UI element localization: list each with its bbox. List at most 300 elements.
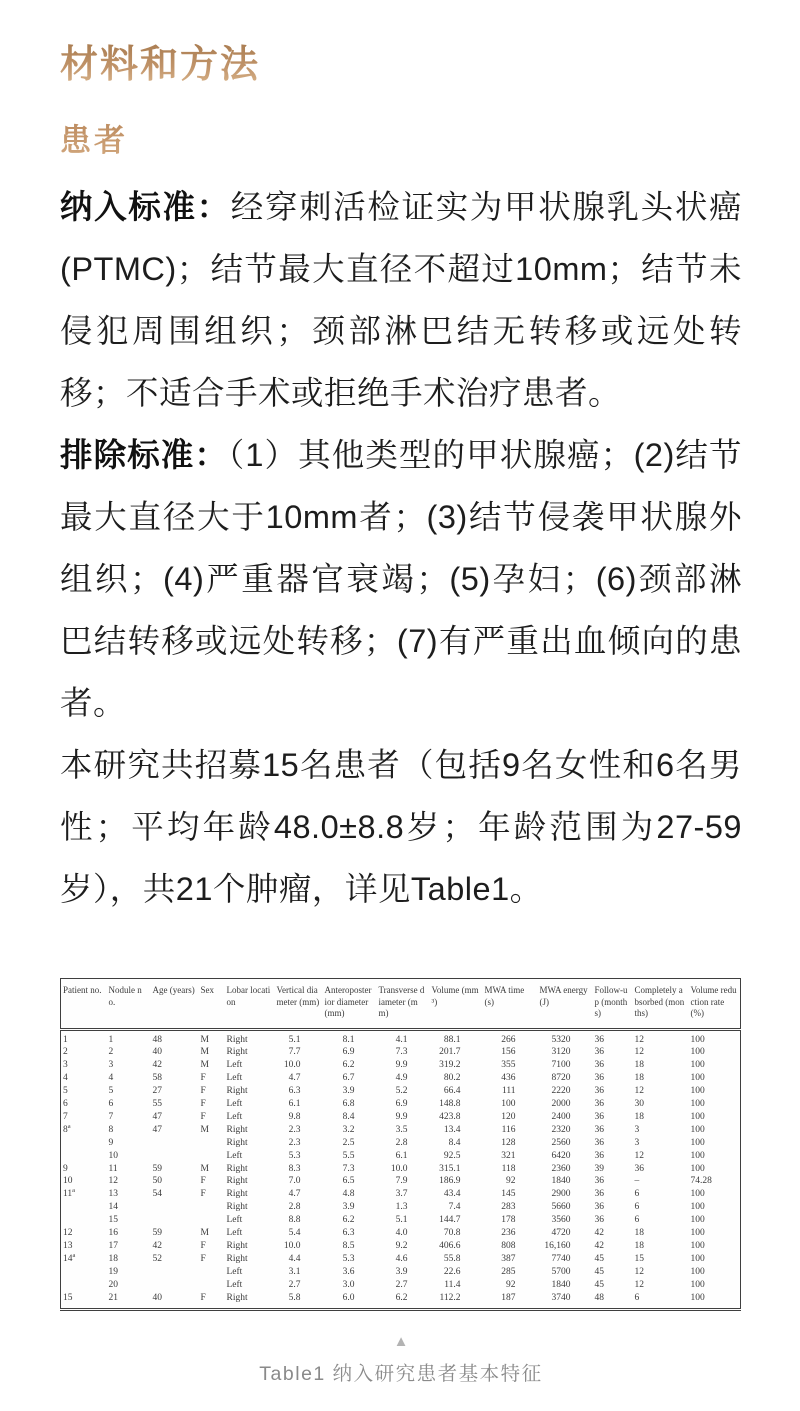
table-cell: 13 — [63, 1241, 73, 1251]
table-cell: 4.7 — [288, 1189, 301, 1200]
table-cell: 42 — [152, 1060, 162, 1071]
table-cell: 100 — [690, 1047, 705, 1058]
table-cell: 156 — [501, 1047, 516, 1058]
table-cell: 6.8 — [342, 1099, 355, 1110]
table-cell: 6.0 — [323, 1292, 377, 1309]
table-cell: 1.3 — [395, 1202, 408, 1213]
column-header: MWA energy (J) — [538, 979, 593, 1030]
table-cell: 2900 — [551, 1189, 571, 1200]
table-cell: Right — [226, 1253, 248, 1264]
table-cell: 36 — [594, 1202, 604, 1213]
table-cell: 4.4 — [288, 1253, 301, 1264]
table-cell: 436 — [501, 1073, 516, 1084]
table-row — [61, 1214, 741, 1227]
table-cell: 13.4 — [443, 1124, 461, 1135]
table-caption: Table1 纳入研究患者基本特征 — [259, 1362, 543, 1385]
table-cell: 2.3 — [288, 1124, 301, 1135]
table-cell: 7.0 — [288, 1176, 301, 1187]
table-cell: 3740 — [538, 1292, 593, 1309]
table-cell: 2320 — [551, 1124, 571, 1135]
table-cell: 6.9 — [395, 1099, 408, 1110]
table-cell: 100 — [690, 1228, 705, 1239]
table-cell: Left — [226, 1099, 243, 1110]
table-cell: 387 — [501, 1253, 516, 1264]
table-cell: 47 — [152, 1124, 162, 1135]
table-cell: 7.4 — [448, 1202, 461, 1213]
table-cell: Right — [226, 1163, 248, 1174]
table-row — [61, 1072, 741, 1085]
table-cell — [199, 1266, 225, 1279]
table-cell: 5.2 — [395, 1086, 408, 1097]
table-cell: 6 — [634, 1215, 640, 1226]
table-cell: 2.3 — [288, 1137, 301, 1148]
table-cell: 36 — [634, 1163, 644, 1174]
table-cell: 100 — [501, 1099, 516, 1110]
table-cell: 52 — [152, 1253, 162, 1264]
table-cell: 36 — [594, 1060, 604, 1071]
table-cell: 4.0 — [395, 1228, 408, 1239]
table-cell: 5.1 — [395, 1215, 408, 1226]
table-cell — [61, 1279, 107, 1292]
column-header: Sex — [199, 979, 225, 1030]
table-cell: 178 — [501, 1215, 516, 1226]
table-cell: 12 — [634, 1034, 644, 1045]
table-cell: 120 — [501, 1111, 516, 1122]
exclusion-criteria-text: （1）其他类型的甲状腺癌；(2)结节最大直径大于10mm者；(3)结节侵袭甲状腺外组织；(4)严重器官衰竭；(5)孕妇；(6)颈部淋巴结转移或远处转移；(7)有严重出血倾向的患者。 — [60, 437, 742, 721]
table-cell: 2.8 — [288, 1202, 301, 1213]
table-cell: 12 — [634, 1279, 644, 1290]
table-cell: Right — [226, 1176, 248, 1187]
table-cell: 9.8 — [288, 1111, 301, 1122]
table-cell: Left — [226, 1215, 243, 1226]
table-cell — [199, 1201, 225, 1214]
table-cell: 8.4 — [342, 1111, 355, 1122]
table-cell: 7100 — [551, 1060, 571, 1071]
table-row — [61, 1227, 741, 1240]
table-row — [61, 1292, 741, 1309]
inclusion-criteria-lead: 纳入标准： — [60, 189, 231, 225]
paragraph-cohort-summary: 本研究共招募15名患者（包括9名女性和6名男性；平均年龄48.0±8.8岁；年龄范围为27-59岁），共21个肿瘤，详见Table1。 — [60, 747, 742, 907]
table-cell — [151, 1201, 199, 1214]
table-cell: 40 — [152, 1047, 162, 1058]
table-cell: 4.7 — [288, 1073, 301, 1084]
table-cell: 36 — [594, 1073, 604, 1084]
table-cell: 16 — [108, 1228, 118, 1239]
table-cell: Right — [226, 1086, 248, 1097]
table-cell: 6.2 — [377, 1292, 430, 1309]
table-cell: 43.4 — [443, 1189, 461, 1200]
table-cell: 27 — [152, 1086, 162, 1097]
paragraph-inclusion-criteria — [60, 176, 742, 424]
table-cell: 3.9 — [342, 1086, 355, 1097]
table-cell — [199, 1214, 225, 1227]
table-cell — [61, 1150, 107, 1163]
table-cell: 128 — [501, 1137, 516, 1148]
table-cell: 3 — [108, 1060, 114, 1071]
table-cell: 3 — [634, 1124, 640, 1135]
table-cell: 80.2 — [443, 1073, 461, 1084]
table-cell: 111 — [501, 1086, 516, 1097]
table-cell: 145 — [501, 1189, 516, 1200]
table-cell: 100 — [690, 1150, 705, 1161]
table-cell: Left — [226, 1111, 243, 1122]
table-cell: 423.8 — [439, 1111, 461, 1122]
table-cell: 144.7 — [439, 1215, 461, 1226]
table-cell: 6420 — [551, 1150, 571, 1161]
table-cell: 8.4 — [448, 1137, 461, 1148]
table-cell: 5700 — [551, 1266, 571, 1277]
table-row — [61, 1150, 741, 1163]
table-cell: 4.8 — [342, 1189, 355, 1200]
table-cell: 2 — [63, 1047, 68, 1058]
table-cell: 3.6 — [342, 1266, 355, 1277]
table-cell: 4720 — [551, 1228, 571, 1239]
table-cell: 8.3 — [288, 1163, 301, 1174]
table-cell: 36 — [594, 1124, 604, 1135]
table-cell: 40 — [151, 1292, 199, 1309]
table-cell: 45 — [594, 1266, 604, 1277]
table-cell: 36 — [594, 1176, 604, 1187]
table-cell: 45 — [594, 1279, 604, 1290]
table-cell: 10 — [108, 1150, 118, 1161]
table-cell: 15 — [61, 1292, 107, 1309]
table-cell: 3.9 — [395, 1266, 408, 1277]
table-cell: 2 — [108, 1047, 114, 1058]
table-cell: 315.1 — [439, 1163, 461, 1174]
table-cell — [151, 1137, 199, 1150]
table-cell: 8.5 — [342, 1241, 355, 1251]
table-cell: Left — [226, 1150, 243, 1161]
table-cell: 2.5 — [342, 1137, 355, 1148]
table-cell: 100 — [690, 1099, 705, 1110]
table-cell: 285 — [501, 1266, 516, 1277]
table-cell: Left — [226, 1060, 243, 1071]
table-cell: 59 — [152, 1163, 162, 1174]
table-row — [61, 1175, 741, 1188]
table-cell: 18 — [634, 1228, 644, 1239]
table-cell: 9 — [63, 1163, 68, 1174]
table-cell: 18 — [634, 1111, 644, 1122]
table-cell: M — [200, 1124, 209, 1135]
table-cell: 3 — [634, 1137, 640, 1148]
column-header: Volume reduction rate (%) — [689, 979, 741, 1030]
table1-figure — [60, 978, 742, 1311]
table-cell: – — [634, 1176, 640, 1187]
table-cell: 13 — [108, 1189, 118, 1200]
table-cell: 70.8 — [443, 1228, 461, 1239]
table-cell: 100 — [690, 1279, 705, 1290]
table-cell: 100 — [690, 1215, 705, 1226]
table-cell: 2000 — [551, 1099, 571, 1110]
table-cell: M — [200, 1228, 209, 1239]
table-cell: 18 — [634, 1073, 644, 1084]
patients-table-head — [61, 979, 741, 1030]
table-cell: 17 — [108, 1241, 118, 1251]
table-cell: 100 — [690, 1073, 705, 1084]
table-cell: 48 — [152, 1034, 162, 1045]
table-cell: 100 — [690, 1253, 705, 1264]
table-cell: 92 — [506, 1279, 516, 1290]
table-cell: 36 — [594, 1189, 604, 1200]
paragraph-exclusion-criteria — [60, 424, 742, 734]
table-cell: Right — [226, 1047, 248, 1058]
table-cell: 5320 — [551, 1034, 571, 1045]
table-row — [61, 1137, 741, 1150]
table-cell: 7.3 — [395, 1047, 408, 1058]
patients-table — [60, 978, 741, 1311]
table-row — [61, 1201, 741, 1214]
table-cell — [199, 1279, 225, 1292]
table-cell: 5 — [108, 1086, 114, 1097]
table-cell: 5.1 — [288, 1034, 301, 1045]
column-header: Age (years) — [151, 979, 199, 1030]
table-cell: 355 — [501, 1060, 516, 1071]
table-cell: 4 — [63, 1073, 68, 1084]
table-cell: 36 — [594, 1034, 604, 1045]
table-cell: 100 — [690, 1124, 705, 1135]
table-cell: 2.8 — [395, 1137, 408, 1148]
column-header: Volume (mm³) — [430, 979, 483, 1030]
table-cell: M — [200, 1034, 209, 1045]
table-cell: 2400 — [551, 1111, 571, 1122]
table-row — [61, 1163, 741, 1176]
table-cell: 45 — [594, 1253, 604, 1264]
table-cell: 6.9 — [342, 1047, 355, 1058]
caption-block — [60, 1333, 742, 1388]
table-cell: 10 — [63, 1176, 73, 1187]
table-cell: 319.2 — [439, 1060, 461, 1071]
table-cell: 18 — [634, 1241, 644, 1251]
table-cell: 9 — [108, 1137, 114, 1148]
table-cell: 7740 — [551, 1253, 571, 1264]
table-cell: Right — [226, 1189, 248, 1200]
table-cell: 187 — [483, 1292, 538, 1309]
table-row — [61, 1266, 741, 1279]
table-cell: 14 — [108, 1202, 118, 1213]
table-cell: Left — [226, 1279, 243, 1290]
table-cell: 100 — [689, 1292, 741, 1309]
table-cell: 36 — [594, 1099, 604, 1110]
table-row — [61, 1059, 741, 1072]
table-cell: 20 — [108, 1279, 118, 1290]
table-cell: Right — [226, 1137, 248, 1148]
table-cell: M — [200, 1163, 209, 1174]
table-cell: 3.7 — [395, 1189, 408, 1200]
table-cell: 112.2 — [430, 1292, 483, 1309]
table-cell: 30 — [634, 1099, 644, 1110]
column-header: Anteroposterior diameter (mm) — [323, 979, 377, 1030]
table-cell: M — [200, 1047, 209, 1058]
table-cell: 6.1 — [288, 1099, 301, 1110]
table-cell: 7.3 — [342, 1163, 355, 1174]
table-cell: 10.0 — [390, 1163, 408, 1174]
table-cell: F — [200, 1111, 206, 1122]
table-cell: 9.2 — [395, 1241, 408, 1251]
table-cell: 22.6 — [443, 1266, 461, 1277]
table-cell: 186.9 — [439, 1176, 461, 1187]
table-row — [61, 1046, 741, 1059]
table-cell: 4.1 — [395, 1034, 408, 1045]
table-cell: 2220 — [551, 1086, 571, 1097]
column-header: Nodule no. — [107, 979, 151, 1030]
table-cell: 118 — [501, 1163, 516, 1174]
table-cell: 100 — [690, 1266, 705, 1277]
column-header: Patient no. — [61, 979, 107, 1030]
inclusion-criteria-text: 经穿刺活检证实为甲状腺乳头状癌(PTMC)；结节最大直径不超过10mm；结节未侵犯周围组织；颈部淋巴结无转移或远处转移；不适合手术或拒绝手术治疗患者。 — [60, 189, 742, 411]
table-cell: 4.9 — [395, 1073, 408, 1084]
table-cell: 100 — [690, 1163, 705, 1174]
table-cell: 16,160 — [544, 1241, 571, 1251]
table-cell: 4 — [108, 1073, 114, 1084]
table-cell: 2.7 — [395, 1279, 408, 1290]
table-cell: 6.3 — [288, 1086, 301, 1097]
column-header: MWA time (s) — [483, 979, 538, 1030]
table-cell: 8720 — [551, 1073, 571, 1084]
table-cell — [61, 1214, 107, 1227]
table-cell: 6 — [634, 1189, 640, 1200]
table-cell: 42 — [594, 1228, 604, 1239]
table-cell: 36 — [594, 1137, 604, 1148]
table-cell: 5.8 — [275, 1292, 323, 1309]
table-cell: 47 — [152, 1111, 162, 1122]
table-cell: 100 — [690, 1060, 705, 1071]
table-cell: 6.2 — [342, 1060, 355, 1071]
table-cell: 18 — [634, 1060, 644, 1071]
table-cell: 48 — [593, 1292, 633, 1309]
table-cell: 36 — [594, 1215, 604, 1226]
table-cell: 6 — [108, 1099, 114, 1110]
table-cell: 7 — [108, 1111, 114, 1122]
body-text — [60, 176, 742, 920]
table-cell: 15 — [634, 1253, 644, 1264]
table-cell: 8 — [108, 1124, 114, 1135]
table-cell: 10.0 — [283, 1060, 301, 1071]
table-cell: 1 — [63, 1034, 68, 1045]
table-cell — [199, 1150, 225, 1163]
table-cell — [151, 1266, 199, 1279]
table-cell: 2.7 — [288, 1279, 301, 1290]
subsection-title: 患者 — [60, 123, 128, 158]
table-cell: 59 — [152, 1228, 162, 1239]
table-cell: F — [199, 1292, 225, 1309]
table-cell — [61, 1137, 107, 1150]
table-row — [61, 1029, 741, 1046]
table-cell: 36 — [594, 1150, 604, 1161]
table-cell: 5.5 — [342, 1150, 355, 1161]
table-cell: 12 — [108, 1176, 118, 1187]
table-cell: 6 — [633, 1292, 689, 1309]
table-cell — [151, 1150, 199, 1163]
table-cell: F — [200, 1253, 206, 1264]
collapse-arrow-icon[interactable]: ▲ — [393, 1332, 409, 1350]
table-cell: 3.2 — [342, 1124, 355, 1135]
table-cell: 7.7 — [288, 1047, 301, 1058]
table-cell: 5.4 — [288, 1228, 301, 1239]
table-cell: 2560 — [551, 1137, 571, 1148]
table-cell — [61, 1201, 107, 1214]
table-cell: 3120 — [551, 1047, 571, 1058]
table-cell: 1840 — [551, 1176, 571, 1187]
table-cell: 6.5 — [342, 1176, 355, 1187]
table-cell: 4.6 — [395, 1253, 408, 1264]
table-cell: 6.1 — [395, 1150, 408, 1161]
table-cell: 12 — [634, 1150, 644, 1161]
table-header-row — [61, 979, 741, 1030]
table-cell: 8.1 — [342, 1034, 355, 1045]
column-header: Lobar location — [225, 979, 275, 1030]
patients-table-body — [61, 1029, 741, 1309]
table-cell: F — [200, 1073, 206, 1084]
table-row — [61, 1111, 741, 1124]
table-cell: 266 — [501, 1034, 516, 1045]
table-cell: 39 — [594, 1163, 604, 1174]
table-cell: 9.9 — [395, 1060, 408, 1071]
table-cell: Right — [226, 1124, 248, 1135]
table-cell: 55 — [152, 1099, 162, 1110]
table-cell: 808 — [501, 1241, 516, 1251]
table-cell: 148.8 — [439, 1099, 461, 1110]
table-cell: 3.9 — [342, 1202, 355, 1213]
table-cell: 2360 — [551, 1163, 571, 1174]
table-cell: 50 — [152, 1176, 162, 1187]
table-cell: 3.1 — [288, 1266, 301, 1277]
table-cell: Left — [226, 1266, 243, 1277]
table-cell: 3.0 — [342, 1279, 355, 1290]
table-cell: F — [200, 1241, 206, 1251]
table-cell: 100 — [690, 1034, 705, 1045]
table-cell: Left — [226, 1073, 243, 1084]
table-cell: 36 — [594, 1111, 604, 1122]
table-row — [61, 1188, 741, 1201]
table-cell: 100 — [690, 1241, 705, 1251]
table-cell: 15 — [108, 1215, 118, 1226]
table-cell: 6.2 — [342, 1215, 355, 1226]
table-row — [61, 1253, 741, 1266]
exclusion-criteria-lead: 排除标准： — [60, 437, 229, 473]
table-cell — [151, 1214, 199, 1227]
table-cell: 201.7 — [439, 1047, 461, 1058]
table-cell: 11$^a$ — [63, 1187, 76, 1200]
table-cell: 321 — [501, 1150, 516, 1161]
table-cell: 66.4 — [443, 1086, 461, 1097]
table-cell: 5 — [63, 1086, 68, 1097]
table-cell: 5.3 — [342, 1253, 355, 1264]
table-cell: 3 — [63, 1060, 68, 1071]
table-cell: 100 — [690, 1086, 705, 1097]
table-cell — [61, 1266, 107, 1279]
table-cell: 3.5 — [395, 1124, 408, 1135]
table-cell: 100 — [690, 1137, 705, 1148]
table-cell: 7 — [63, 1111, 68, 1122]
table-cell: 14$^a$ — [63, 1251, 76, 1264]
table-row — [61, 1124, 741, 1137]
table-cell: Right — [226, 1241, 248, 1251]
table-cell: 42 — [594, 1241, 604, 1251]
table-row — [61, 1098, 741, 1111]
table-cell: 42 — [152, 1241, 162, 1251]
table-cell: 5.3 — [288, 1150, 301, 1161]
table-cell: 54 — [152, 1189, 162, 1200]
table-cell: 3560 — [551, 1215, 571, 1226]
table-cell: 1840 — [551, 1279, 571, 1290]
table-cell: 11 — [108, 1163, 118, 1174]
table-cell: 6 — [63, 1099, 68, 1110]
table-cell: Left — [226, 1228, 243, 1239]
table-cell: F — [200, 1176, 206, 1187]
table-cell: 5660 — [551, 1202, 571, 1213]
table-cell: F — [200, 1086, 206, 1097]
table-cell: 18 — [108, 1253, 118, 1264]
